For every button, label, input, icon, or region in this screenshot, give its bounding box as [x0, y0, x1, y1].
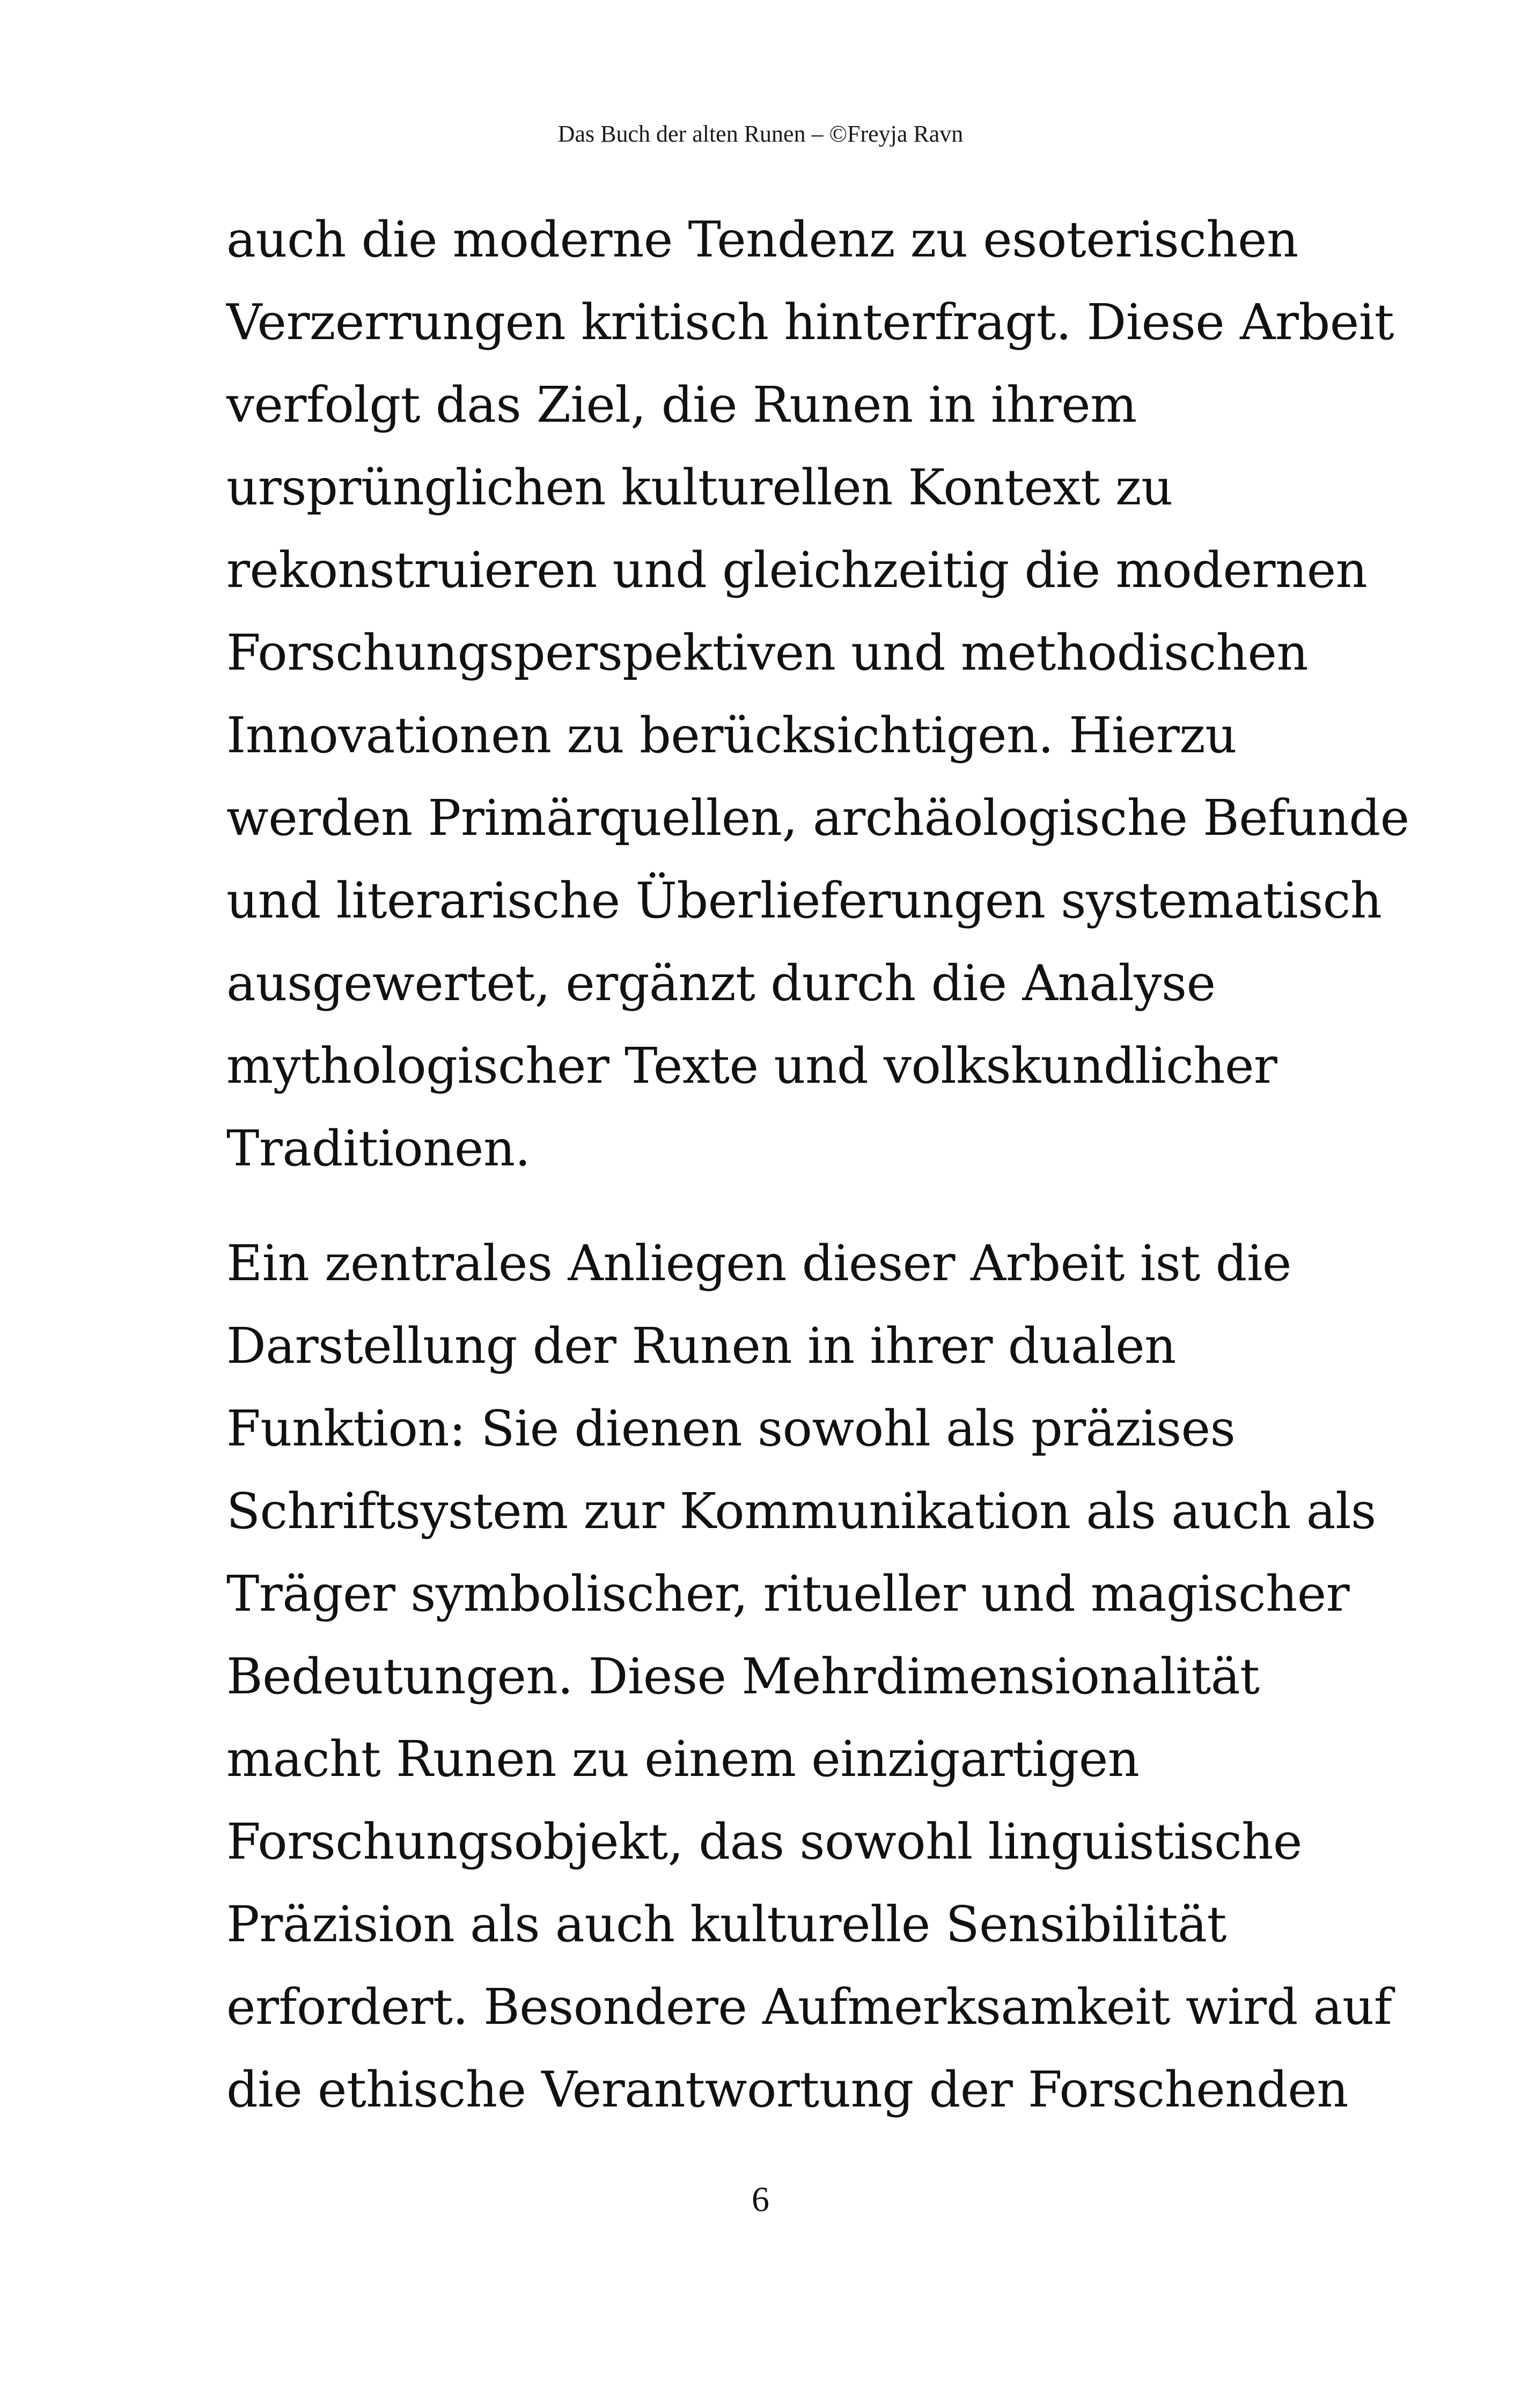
text-line: werden Primärquellen, archäologische Befunde — [226, 789, 1409, 847]
text-line: und literarische Überlieferungen systematisch — [226, 872, 1382, 929]
text-line: Innovationen zu berücksichtigen. Hierzu — [226, 707, 1237, 764]
text-line: Verzerrungen kritisch hinterfragt. Diese Arbeit — [226, 293, 1394, 351]
text-line: macht Runen zu einem einzigartigen — [226, 1730, 1140, 1788]
text-line: Funktion: Sie dienen sowohl als präzises — [226, 1400, 1236, 1457]
text-line: rekonstruieren und gleichzeitig die modernen — [226, 541, 1368, 599]
text-line: ursprünglichen kulturellen Kontext zu — [226, 459, 1173, 516]
text-line: Darstellung der Runen in ihrer dualen — [226, 1317, 1176, 1375]
paragraph-spacing — [226, 1190, 1353, 1222]
text-line: Schriftsystem zur Kommunikation als auch als — [226, 1482, 1376, 1540]
text-line: Bedeutungen. Diese Mehrdimensionalität — [226, 1648, 1260, 1705]
text-line: verfolgt das Ziel, die Runen in ihrem — [226, 376, 1137, 434]
text-line: mythologischer Texte und volkskundlicher — [226, 1037, 1277, 1095]
text-line: ausgewertet, ergänzt durch die Analyse — [226, 955, 1216, 1012]
text-line: Ein zentrales Anliegen dieser Arbeit ist die — [226, 1235, 1291, 1292]
text-line: Präzision als auch kulturelle Sensibilität — [226, 1896, 1226, 1953]
text-line: die ethische Verantwortung der Forschenden — [226, 2061, 1349, 2118]
text-line: Traditionen. — [226, 1120, 531, 1177]
page-number: 6 — [752, 2180, 769, 2219]
text-line: erfordert. Besondere Aufmerksamkeit wird auf — [226, 1978, 1392, 2036]
paragraph-1 — [226, 199, 1409, 1190]
text-line: Forschungsobjekt, das sowohl linguistische — [226, 1813, 1302, 1870]
body-text — [226, 199, 1409, 2131]
text-line: Forschungsperspektiven und methodischen — [226, 624, 1309, 681]
text-line: Träger symbolischer, ritueller und magischer — [226, 1565, 1350, 1623]
running-header: Das Buch der alten Runen – ©Freyja Ravn — [557, 121, 964, 147]
paragraph-2 — [226, 1222, 1392, 2131]
text-line: auch die moderne Tendenz zu esoterischen — [226, 211, 1298, 268]
